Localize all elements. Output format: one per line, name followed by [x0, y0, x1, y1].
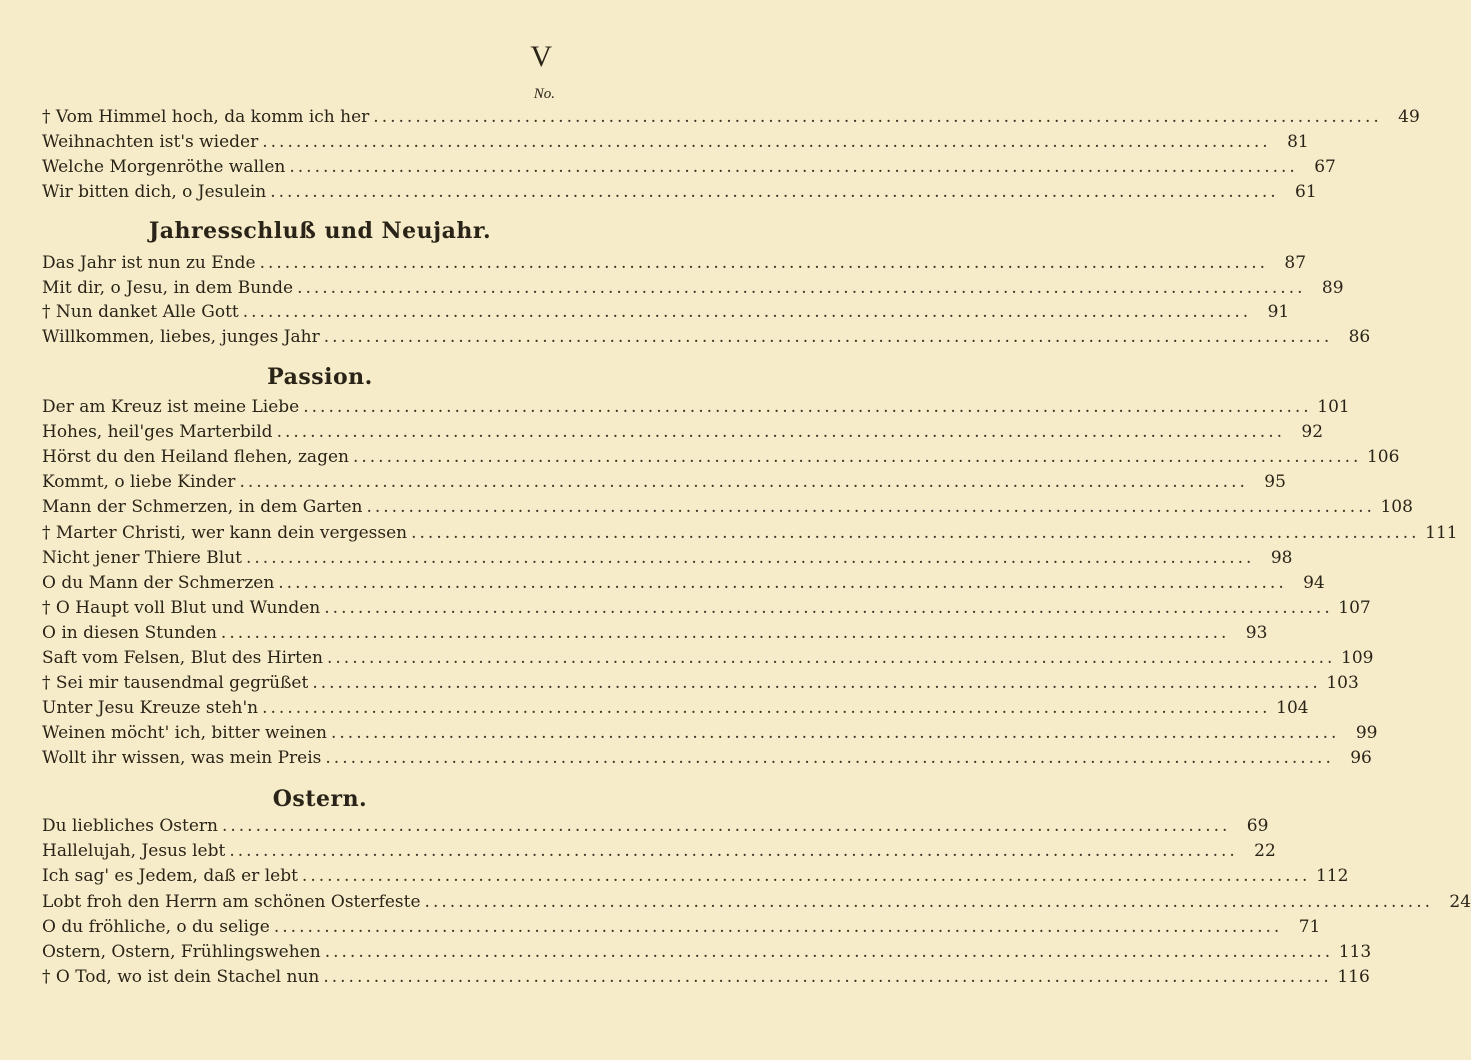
- page-number: V: [530, 40, 552, 73]
- entry-title: Nicht jener Thiere Blut: [42, 547, 242, 568]
- entry-number: 24: [1449, 891, 1471, 912]
- entry-number: 107: [1338, 597, 1371, 618]
- entry-number: 106: [1366, 447, 1400, 468]
- entry-title: Hörst du den Heiland flehen, zagen: [42, 447, 349, 468]
- dot-leader: ........................................................................................................................: [303, 397, 1312, 417]
- entry-title: † Vom Himmel hoch, da komm ich her: [42, 107, 370, 127]
- entry-title: Mit dir, o Jesu, in dem Bunde: [42, 277, 294, 298]
- entry-title: Der am Kreuz ist meine Liebe: [42, 397, 300, 417]
- entry-number: 96: [1350, 748, 1372, 769]
- entry-title: O du fröhliche, o du selige: [42, 916, 270, 937]
- dot-leader: ........................................................................................................................: [373, 107, 1382, 127]
- index-entry: [42, 697, 1309, 719]
- dot-leader: ........................................................................................................................: [289, 157, 1298, 177]
- index-entry: [42, 522, 1458, 544]
- index-entry: [42, 722, 1378, 744]
- entry-title: O du Mann der Schmerzen: [42, 572, 275, 593]
- index-entry: [42, 840, 1276, 862]
- entry-number: 69: [1246, 816, 1269, 836]
- entry-title: † Marter Christi, wer kann dein vergessen: [42, 522, 408, 543]
- section-heading: Jahresschluß und Neujahr.: [148, 218, 492, 244]
- entry-number: 108: [1380, 497, 1413, 518]
- dot-leader: ........................................................................................................................: [276, 422, 1286, 443]
- index-entry: [42, 815, 1269, 837]
- index-entry: [42, 301, 1290, 323]
- entry-title: Saft vom Felsen, Blut des Hirten: [42, 648, 323, 668]
- index-entry: [42, 131, 1309, 153]
- entry-title: Du liebliches Ostern: [42, 816, 218, 836]
- entry-number: 92: [1301, 422, 1324, 443]
- entry-number: 101: [1317, 397, 1350, 417]
- dot-leader: ........................................................................................................................: [297, 277, 1306, 298]
- entry-number: 22: [1254, 841, 1276, 862]
- dot-leader: ........................................................................................................................: [273, 916, 1283, 937]
- dot-leader: ........................................................................................................................: [312, 673, 1321, 694]
- index-entry: [42, 891, 1471, 913]
- entry-number: 99: [1355, 723, 1378, 744]
- entry-title: Das Jahr ist nun zu Ende: [42, 253, 256, 273]
- entry-number: 71: [1298, 916, 1321, 937]
- entry-number: 113: [1338, 942, 1372, 962]
- number-column-label: No.: [533, 86, 555, 102]
- index-entry: [42, 547, 1293, 569]
- dot-leader: ........................................................................................................................: [366, 497, 1375, 518]
- entry-number: 87: [1284, 253, 1307, 273]
- entry-number: 103: [1326, 673, 1359, 694]
- index-entry: [42, 941, 1372, 963]
- index-entry: [42, 622, 1268, 644]
- entry-title: Weihnachten ist's wieder: [42, 132, 259, 152]
- entry-title: O in diesen Stunden: [42, 622, 217, 643]
- entry-title: Welche Morgenröthe wallen: [42, 157, 286, 177]
- dot-leader: ........................................................................................................................: [229, 841, 1238, 862]
- dot-leader: ........................................................................................................................: [220, 622, 1230, 643]
- entry-title: † O Tod, wo ist dein Stachel nun: [42, 967, 320, 988]
- entry-number: 111: [1425, 522, 1458, 543]
- index-entry: [42, 252, 1307, 274]
- dot-leader: ........................................................................................................................: [245, 547, 1255, 568]
- entry-title: † Nun danket Alle Gott: [42, 302, 239, 323]
- entry-title: Ich sag' es Jedem, daß er lebt: [42, 866, 298, 887]
- entry-number: 93: [1245, 622, 1268, 643]
- entry-title: Mann der Schmerzen, in dem Garten: [42, 497, 363, 518]
- index-entry: [42, 471, 1286, 493]
- dot-leader: ........................................................................................................................: [221, 816, 1231, 836]
- index-entry: [42, 597, 1371, 619]
- dot-leader: ........................................................................................................................: [352, 447, 1362, 468]
- index-entry: [42, 496, 1413, 518]
- entry-title: Wollt ihr wissen, was mein Preis: [42, 748, 322, 769]
- entry-number: 81: [1287, 132, 1309, 152]
- dot-leader: ........................................................................................................................: [323, 967, 1332, 988]
- index-entry: [42, 966, 1370, 988]
- dot-leader: ........................................................................................................................: [262, 698, 1271, 719]
- index-entry: [42, 446, 1400, 468]
- index-entry: [42, 181, 1317, 203]
- entry-number: 95: [1264, 472, 1286, 493]
- index-entry: [42, 572, 1325, 594]
- index-entry: [42, 421, 1324, 443]
- entry-number: 112: [1315, 866, 1349, 887]
- dot-leader: ........................................................................................................................: [301, 866, 1311, 887]
- entry-title: Willkommen, liebes, junges Jahr: [42, 327, 320, 348]
- entry-number: 98: [1270, 547, 1293, 568]
- section-heading: Passion.: [267, 364, 373, 390]
- index-entry: [42, 672, 1359, 694]
- entry-title: † O Haupt voll Blut und Wunden: [42, 597, 321, 618]
- entry-title: Wir bitten dich, o Jesulein: [42, 182, 267, 202]
- entry-title: Hohes, heil'ges Marterbild: [42, 422, 273, 443]
- entry-title: Kommt, o liebe Kinder: [42, 472, 236, 493]
- dot-leader: ........................................................................................................................: [324, 597, 1333, 618]
- dot-leader: ........................................................................................................................: [278, 572, 1287, 593]
- index-entry: [42, 865, 1349, 887]
- dot-leader: ........................................................................................................................: [270, 182, 1279, 202]
- entry-title: † Sei mir tausendmal gegrüßet: [42, 673, 309, 694]
- entry-number: 116: [1337, 967, 1370, 988]
- dot-leader: ........................................................................................................................: [411, 522, 1420, 543]
- entry-title: Hallelujah, Jesus lebt: [42, 841, 226, 862]
- index-entry: [42, 647, 1374, 669]
- dot-leader: ........................................................................................................................: [323, 327, 1333, 348]
- index-entry: [42, 326, 1371, 348]
- entry-title: Weinen möcht' ich, bitter weinen: [42, 723, 327, 744]
- entry-number: 49: [1398, 107, 1420, 127]
- entry-number: 109: [1341, 648, 1374, 668]
- dot-leader: ........................................................................................................................: [259, 253, 1269, 273]
- entry-title: Ostern, Ostern, Frühlingswehen: [42, 942, 321, 962]
- entry-title: Unter Jesu Kreuze steh'n: [42, 698, 259, 719]
- entry-number: 61: [1295, 182, 1317, 202]
- section-heading: Ostern.: [272, 786, 368, 812]
- dot-leader: ........................................................................................................................: [239, 472, 1248, 493]
- index-entry: [42, 277, 1344, 299]
- entry-number: 94: [1303, 572, 1325, 593]
- dot-leader: ........................................................................................................................: [327, 648, 1336, 668]
- entry-number: 104: [1276, 698, 1309, 719]
- index-entry: [42, 156, 1336, 178]
- dot-leader: ........................................................................................................................: [262, 132, 1271, 152]
- dot-leader: ........................................................................................................................: [242, 302, 1252, 323]
- index-entry: [42, 747, 1372, 769]
- dot-leader: ........................................................................................................................: [324, 942, 1334, 962]
- dot-leader: ........................................................................................................................: [330, 723, 1340, 744]
- entry-number: 86: [1348, 327, 1371, 348]
- entry-number: 91: [1267, 302, 1290, 323]
- dot-leader: ........................................................................................................................: [424, 891, 1434, 912]
- index-entry: [42, 396, 1350, 418]
- entry-number: 89: [1321, 277, 1344, 298]
- entry-number: 67: [1314, 157, 1336, 177]
- index-entry: [42, 106, 1420, 128]
- index-entry: [42, 916, 1321, 938]
- entry-title: Lobt froh den Herrn am schönen Osterfeste: [42, 891, 421, 912]
- dot-leader: ........................................................................................................................: [325, 748, 1334, 769]
